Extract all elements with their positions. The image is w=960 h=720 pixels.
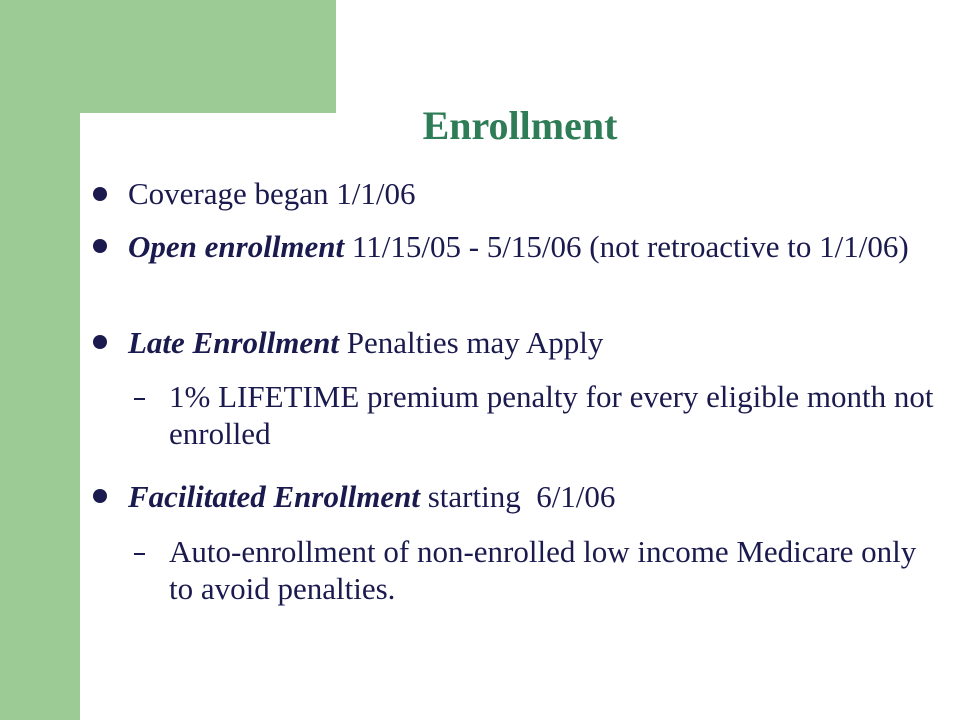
- list-item: [128, 324, 948, 361]
- item-text: Penalties may Apply: [339, 325, 604, 360]
- list-item: [128, 478, 948, 515]
- item-text: Coverage began 1/1/06: [128, 176, 416, 211]
- subitem-text: 1% LIFETIME premium penalty for every eligible month not enrolled: [169, 379, 934, 451]
- dash-icon: [134, 553, 145, 555]
- item-text: starting 6/1/06: [419, 479, 616, 514]
- list-item: [128, 175, 948, 212]
- slide-title: Enrollment: [422, 103, 618, 148]
- list-item: [128, 228, 948, 265]
- bullet-icon: [93, 335, 107, 349]
- list-subitem: [169, 533, 939, 607]
- subitem-text: Auto-enrollment of non-enrolled low income Medicare only to avoid penalties.: [169, 534, 917, 606]
- item-lead: Open enrollment: [128, 229, 345, 264]
- decorative-top-bar: [0, 0, 336, 113]
- bullet-icon: [93, 239, 107, 253]
- item-text: 11/15/05 - 5/15/06 (not retroactive to 1/1/06): [344, 229, 909, 264]
- bullet-icon: [93, 187, 107, 201]
- list-subitem: [169, 378, 939, 452]
- item-lead: Facilitated Enrollment: [128, 479, 420, 514]
- item-lead: Late Enrollment: [128, 325, 339, 360]
- bullet-icon: [93, 489, 107, 503]
- dash-icon: [134, 398, 145, 400]
